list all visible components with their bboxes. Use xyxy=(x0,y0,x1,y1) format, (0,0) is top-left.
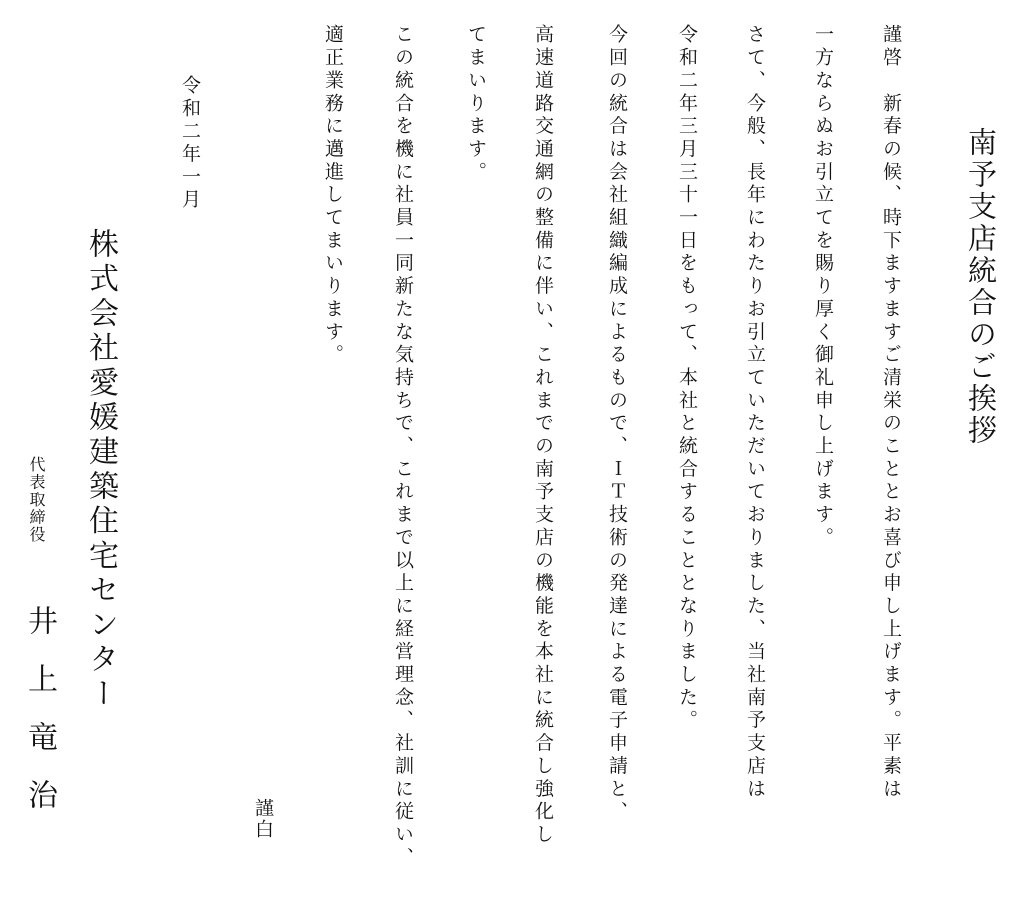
body-line-5: 今回の統合は会社組織編成によるもので、ＩＴ技術の発達による電子申請と、 xyxy=(606,24,628,824)
body-line-2: 一方ならぬお引立てを賜り厚く御礼申し上げます。 xyxy=(812,24,834,550)
body-line-4: 令和二年三月三十一日をもって、本社と統合することとなりました。 xyxy=(676,24,698,733)
body-line-1: 謹啓 新春の候、時下ますますご清栄のこととお喜び申し上げます。平素は xyxy=(880,24,902,801)
body-line-9: 適正業務に邁進してまいります。 xyxy=(322,24,344,367)
closing-phrase: 謹白 xyxy=(252,798,274,840)
body-line-3: さて、今般、長年にわたりお引立ていただいておりました、当社南予支店は xyxy=(744,24,766,801)
signer-name: 井上竜治 xyxy=(22,605,57,837)
company-name: 株式会社愛媛建築住宅センター xyxy=(83,228,118,713)
signer-title: 代表取締役 xyxy=(27,456,46,544)
letter-title: 南予支店統合のご挨拶 xyxy=(964,127,998,447)
body-line-8: この統合を機に社員一同新たな気持ちで、これまで以上に経営理念、社訓に従い、 xyxy=(392,24,414,870)
body-line-7: てまいります。 xyxy=(465,24,487,184)
letter-date: 令和二年一月 xyxy=(179,75,201,212)
body-line-6: 高速道路交通網の整備に伴い、これまでの南予支店の機能を本社に統合し強化し xyxy=(532,24,554,847)
